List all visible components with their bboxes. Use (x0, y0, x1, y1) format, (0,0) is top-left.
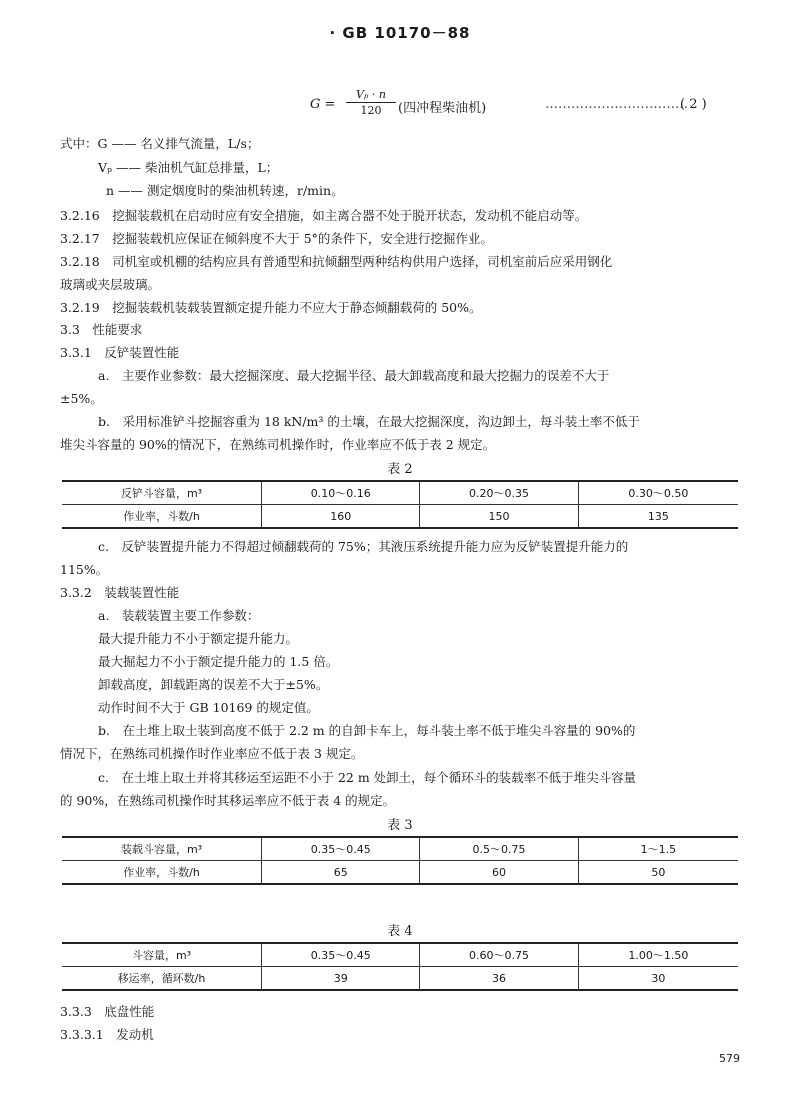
definition-n: n —— 测定烟度时的柴油机转速，r/min。 (106, 183, 344, 198)
page-header: · GB 10170－88 (329, 24, 471, 42)
table-3-caption: 表 3 (387, 818, 413, 833)
table-cell: 1.00～1.50 (578, 943, 738, 967)
table-cell: 0.35～0.45 (262, 837, 420, 861)
item-a2-param4: 动作时间不大于 GB 10169 的规定值。 (98, 700, 319, 715)
table-cell: 160 (262, 505, 420, 529)
table-cell: 30 (578, 967, 738, 991)
table-cell: 0.20～0.35 (420, 481, 578, 505)
item-b1-line1: b. 采用标准铲斗挖掘容重为 18 kN/m³ 的土壤，在最大挖掘深度，沟边卸土，每斗装土率不低于 (98, 414, 640, 429)
table-row (62, 505, 738, 529)
item-a1-line1: a. 主要作业参数：最大挖掘深度、最大挖掘半径、最大卸载高度和最大挖掘力的误差不大于 (98, 368, 610, 383)
section-3-3-1: 3.3.1 反铲装置性能 (60, 345, 180, 360)
table-cell: 1～1.5 (578, 837, 738, 861)
table-row (62, 967, 738, 991)
table-cell: 150 (420, 505, 578, 529)
item-c2-line2: 的 90%，在熟练司机操作时其移运率应不低于表 4 的规定。 (60, 793, 396, 808)
table-row (62, 837, 738, 861)
table-2-caption: 表 2 (387, 462, 413, 477)
table-row (62, 943, 738, 967)
definition-vp: Vₚ —— 柴油机气缸总排量，L； (98, 160, 279, 175)
table-4-caption: 表 4 (387, 924, 413, 939)
table-cell: 39 (262, 967, 420, 991)
table-cell: 反铲斗容量，m³ (62, 481, 262, 505)
formula-engine-type: (四冲程柴油机) (398, 101, 487, 116)
item-a2-param2: 最大掘起力不小于额定提升能力的 1.5 倍。 (98, 654, 339, 669)
item-b2-line1: b. 在土堆上取土装到高度不低于 2.2 m 的自卸卡车上，每斗装土率不低于堆尖斗容量的 90%的 (98, 723, 636, 738)
clause-3-2-18-line2: 玻璃或夹层玻璃。 (60, 277, 161, 292)
table-row (62, 861, 738, 885)
item-a1-line2: ±5%。 (60, 391, 103, 406)
page-number: 579 (719, 1052, 740, 1065)
clause-3-2-17: 3.2.17 挖掘装载机应保证在倾斜度不大于 5°的条件下，安全进行挖掘作业。 (60, 231, 493, 246)
section-3-3-2: 3.3.2 装载装置性能 (60, 585, 180, 600)
formula-denominator: 120 (360, 104, 382, 117)
table-cell: 36 (420, 967, 578, 991)
clause-3-2-18-line1: 3.2.18 司机室或机棚的结构应具有普通型和抗倾翻型两种结构供用户选择，司机室前后应采用钢化 (60, 254, 613, 269)
table-cell: 65 (262, 861, 420, 885)
item-a2-param1: 最大提升能力不小于额定提升能力。 (98, 631, 299, 646)
table-cell: 移运率，循环数/h (62, 967, 262, 991)
table-cell: 斗容量，m³ (62, 943, 262, 967)
clause-3-2-16: 3.2.16 挖掘装载机在启动时应有安全措施，如主离合器不处于脱开状态，发动机不能启动等。 (60, 208, 588, 223)
table-cell: 135 (578, 505, 738, 529)
table-3 (62, 836, 738, 885)
item-c1-line2: 115%。 (60, 562, 109, 577)
item-a2-param3: 卸载高度，卸载距离的误差不大于±5%。 (98, 677, 329, 692)
item-b1-line2: 堆尖斗容量的 90%的情况下，在熟练司机操作时，作业率应不低于表 2 规定。 (60, 437, 496, 452)
section-3-3-3: 3.3.3 底盘性能 (60, 1004, 155, 1019)
item-c2-line1: c. 在土堆上取土并将其移运至运距不小于 22 m 处卸土，每个循环斗的装载率不低于堆尖斗容量 (98, 770, 637, 785)
formula-fraction (346, 88, 396, 117)
formula-block (310, 88, 730, 128)
formula-number: ( 2 ) (680, 97, 707, 112)
formula-leader-dots: …………………………… (545, 97, 688, 112)
table-cell: 50 (578, 861, 738, 885)
formula-numerator: Vₚ · n (346, 88, 396, 103)
table-row (62, 481, 738, 505)
clause-3-2-19: 3.2.19 挖掘装载机装载装置额定提升能力不应大于静态倾翻载荷的 50%。 (60, 300, 482, 315)
table-cell: 0.60～0.75 (420, 943, 578, 967)
table-cell: 装载斗容量，m³ (62, 837, 262, 861)
section-3-3: 3.3 性能要求 (60, 322, 143, 337)
formula-lhs: G = (310, 97, 336, 112)
section-3-3-3-1: 3.3.3.1 发动机 (60, 1027, 154, 1042)
table-cell: 0.5～0.75 (420, 837, 578, 861)
table-cell: 0.30～0.50 (578, 481, 738, 505)
definition-g: 式中：G —— 名义排气流量，L/s； (60, 136, 260, 151)
item-c1-line1: c. 反铲装置提升能力不得超过倾翻载荷的 75%；其液压系统提升能力应为反铲装置提升能力的 (98, 539, 629, 554)
table-cell: 60 (420, 861, 578, 885)
table-cell: 0.35～0.45 (262, 943, 420, 967)
table-2 (62, 480, 738, 529)
item-b2-line2: 情况下，在熟练司机操作时作业率应不低于表 3 规定。 (60, 746, 364, 761)
table-cell: 作业率，斗数/h (62, 861, 262, 885)
table-cell: 作业率，斗数/h (62, 505, 262, 529)
table-4 (62, 942, 738, 991)
table-cell: 0.10～0.16 (262, 481, 420, 505)
item-a2: a. 装载装置主要工作参数： (98, 608, 260, 623)
